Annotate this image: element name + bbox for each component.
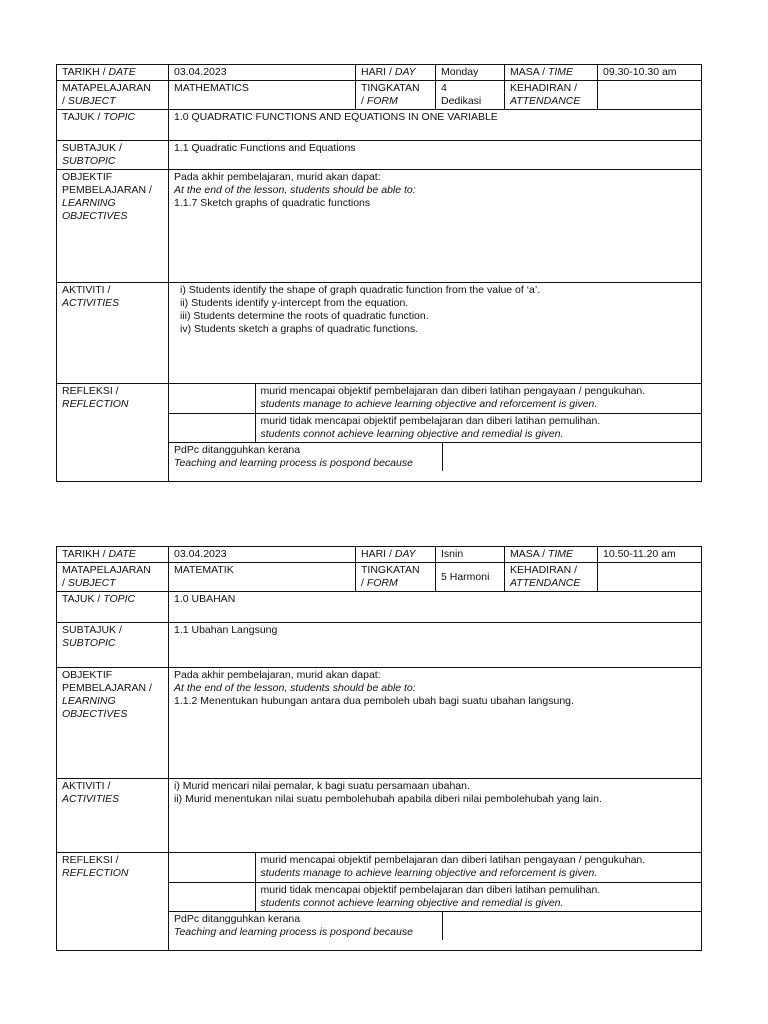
postponed-label: PdPc ditangguhkan kerana Teaching and learning process is pospond because [169,911,442,940]
time-value: 09.30-10.30 am [598,65,702,81]
subject-value: MATHEMATICS [169,81,356,110]
activity-item: ii) Murid menentukan nilai suatu pembolehubah apabila diberi nilai pembolehubah yang lain. [174,793,602,805]
subtopic-label: SUBTAJUK / SUBTOPIC [57,141,169,170]
form-label: TINGKATAN / FORM [356,563,436,592]
reflection-check-box[interactable] [169,413,255,442]
subject-label: MATAPELAJARAN / SUBJECT [57,563,169,592]
time-value: 10.50-11.20 am [598,547,702,563]
attendance-label: KEHADIRAN / ATTENDANCE [505,81,598,110]
lesson-plan-1 [56,64,702,482]
date-label: TARIKH / DATE [57,547,169,563]
topic-label: TAJUK / TOPIC [57,110,169,141]
day-label: HARI / DAY [356,547,436,563]
activity-item: i) Students identify the shape of graph quadratic function from the value of ‘a’. [180,284,541,296]
objective-label: OBJEKTIF PEMBELAJARAN / LEARNING OBJECTIVES [57,170,169,283]
reflection-label: REFLEKSI / REFLECTION [57,853,169,951]
activities-value [169,283,702,384]
activities-value [169,779,702,853]
reflection-check-box[interactable] [169,384,255,413]
subtopic-value: 1.1 Ubahan Langsung [169,623,702,668]
objective-label: OBJEKTIF PEMBELAJARAN / LEARNING OBJECTIVES [57,668,169,779]
date-value: 03.04.2023 [169,547,356,563]
topic-value: 1.0 UBAHAN [169,592,702,623]
date-value: 03.04.2023 [169,65,356,81]
attendance-value [598,563,702,592]
lesson-plan-2 [56,546,702,951]
activity-item: i) Murid mencari nilai pemalar, k bagi suatu persamaan ubahan. [174,780,470,792]
day-label: HARI / DAY [356,65,436,81]
attendance-value [598,81,702,110]
subject-value: MATEMATIK [169,563,356,592]
reflection-label: REFLEKSI / REFLECTION [57,384,169,482]
subtopic-label: SUBTAJUK / SUBTOPIC [57,623,169,668]
time-label: MASA / TIME [505,547,598,563]
topic-value: 1.0 QUADRATIC FUNCTIONS AND EQUATIONS IN ONE VARIABLE [169,110,702,141]
objective-value: Pada akhir pembelajaran, murid akan dapat: At the end of the lesson, students should be able to: 1.1.7 Sketch graphs of quadratic functions [169,170,702,283]
postponed-label: PdPc ditangguhkan kerana Teaching and learning process is pospond because [169,442,442,471]
day-value: Monday [436,65,505,81]
postponed-reason[interactable] [442,911,701,940]
activity-item: ii) Students identify y-intercept from the equation. [180,297,409,309]
form-value: 4 Dedikasi [436,81,505,110]
date-label: TARIKH / DATE [57,65,169,81]
activity-item: iii) Students determine the roots of quadratic function. [180,310,429,322]
activity-item: iv) Students sketch a graphs of quadratic functions. [180,323,419,335]
activities-label: AKTIVITI / ACTIVITIES [57,283,169,384]
form-value: 5 Harmoni [436,563,505,592]
reflection-achieved: murid mencapai objektif pembelajaran dan diberi latihan pengayaan / pengukuhan. students manage to achieve learning objective and reforcement is given. [255,853,701,882]
reflection-block [169,384,702,482]
attendance-label: KEHADIRAN / ATTENDANCE [505,563,598,592]
day-value: Isnin [436,547,505,563]
postponed-reason[interactable] [442,442,701,471]
reflection-check-box[interactable] [169,853,255,882]
subject-label: MATAPELAJARAN / SUBJECT [57,81,169,110]
subtopic-value: 1.1 Quadratic Functions and Equations [169,141,702,170]
reflection-check-box[interactable] [169,882,255,911]
form-label: TINGKATAN / FORM [356,81,436,110]
reflection-block [169,853,702,951]
reflection-not-achieved: murid tidak mencapai objektif pembelajaran dan diberi latihan pemulihan. students connot achieve learning objective and remedial is given. [255,882,701,911]
reflection-not-achieved: murid tidak mencapai objektif pembelajaran dan diberi latihan pemulihan. students connot achieve learning objective and remedial is given. [255,413,701,442]
objective-value: Pada akhir pembelajaran, murid akan dapat: At the end of the lesson, students should be able to: 1.1.2 Menentukan hubungan antara dua pemboleh ubah bagi suatu ubahan langsung. [169,668,702,779]
time-label: MASA / TIME [505,65,598,81]
reflection-achieved: murid mencapai objektif pembelajaran dan diberi latihan pengayaan / pengukuhan. students manage to achieve learning objective and reforcement is given. [255,384,701,413]
activities-label: AKTIVITI / ACTIVITIES [57,779,169,853]
topic-label: TAJUK / TOPIC [57,592,169,623]
